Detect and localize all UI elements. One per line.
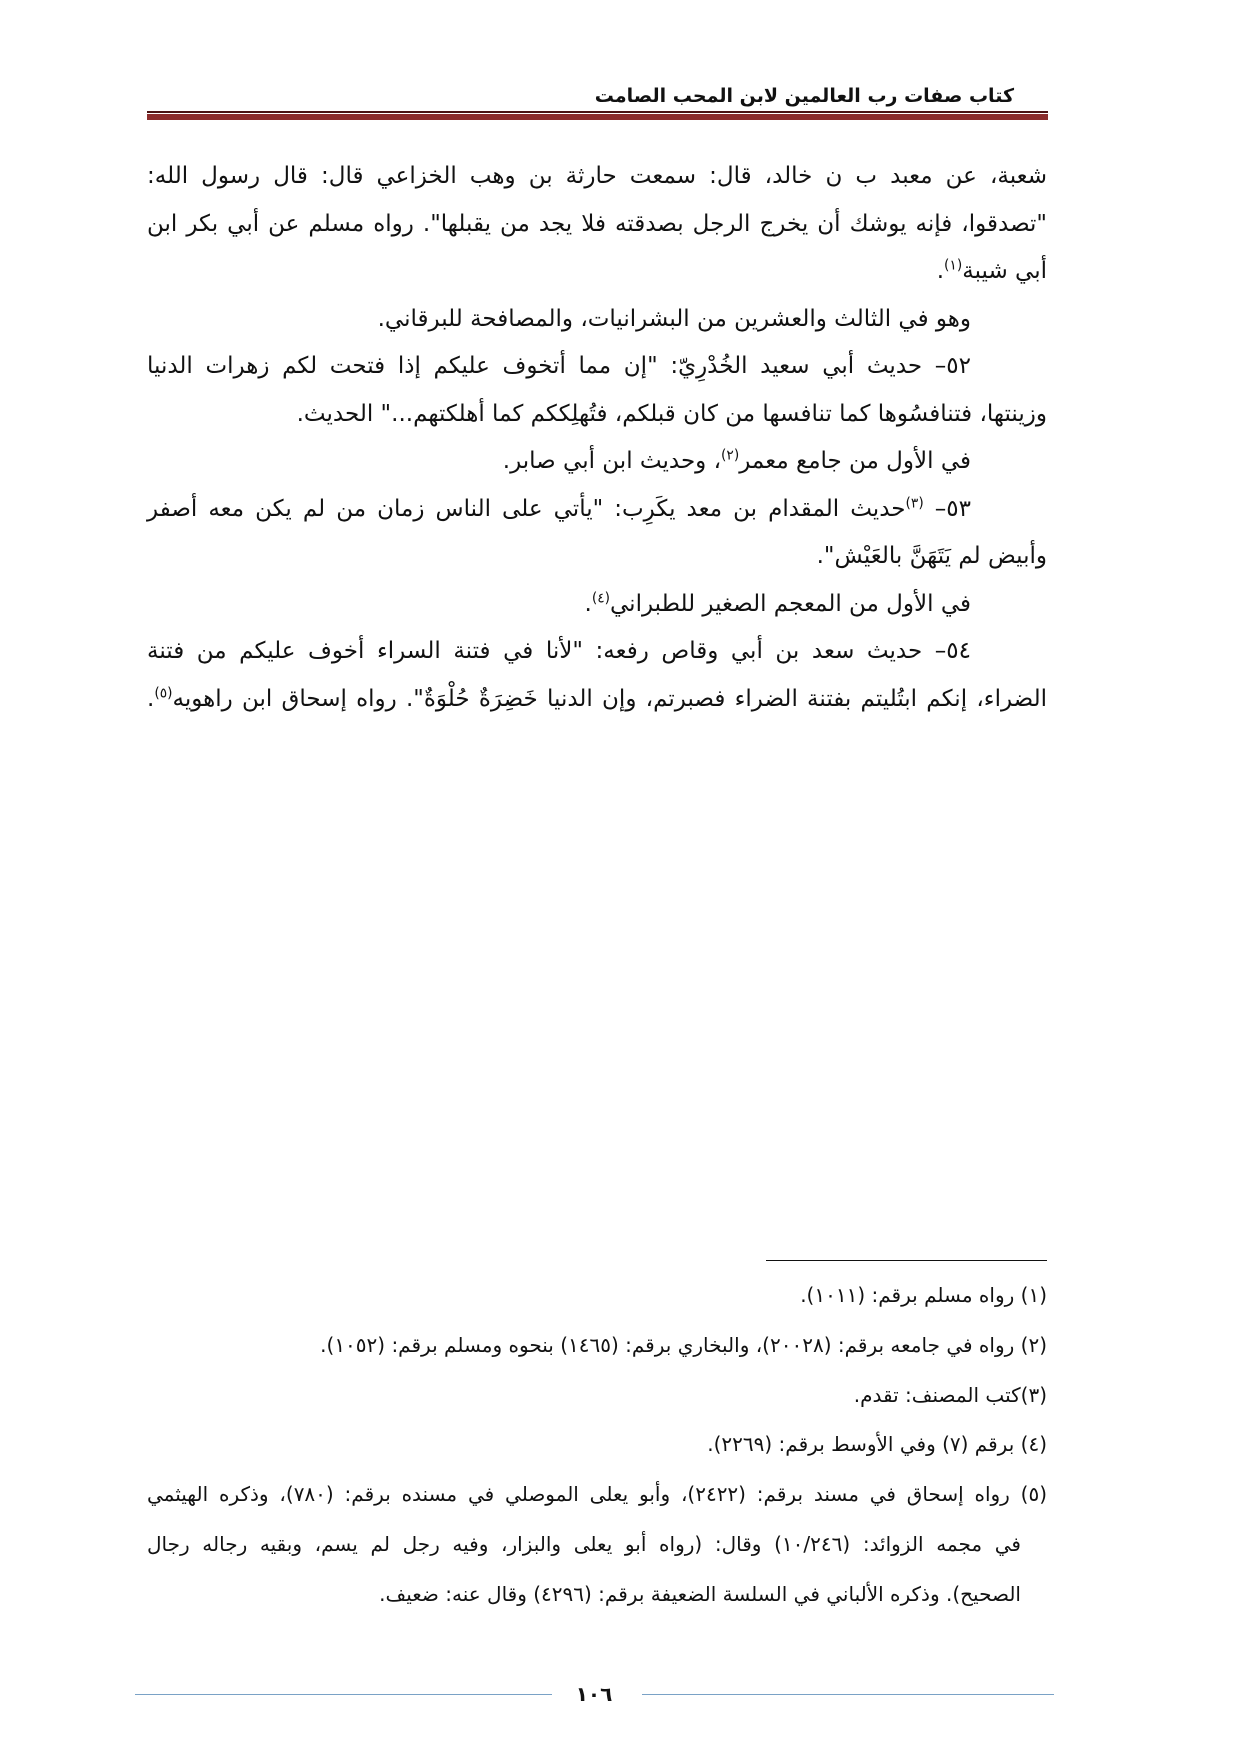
header-rule-thin: [147, 111, 1048, 113]
line-text: ٥٤– حديث سعد بن أبي وقاص رفعه: "لأنا في فتنة السراء أخوف عليكم من فتنة: [147, 638, 971, 664]
footnote-line: (١) رواه مسلم برقم: (١٠١١).: [800, 1283, 1047, 1307]
line-text: في الأول من جامع معمر: [739, 448, 971, 474]
footnote-marker: (٥): [154, 685, 173, 702]
footnote-line: (٤) برقم (٧) وفي الأوسط برقم: (٢٢٦٩).: [707, 1432, 1047, 1457]
footnote-line: (٥) رواه إسحاق في مسند برقم: (٢٤٢٢)، وأبو يعلى الموصلي في مسنده برقم: (٧٨٠)، وذكره الهيثمي: [147, 1482, 1048, 1507]
text-line: [147, 581, 1047, 629]
footnote-separator: [766, 1260, 1047, 1261]
line-text: أبي شيبة: [962, 258, 1047, 284]
line-text: وأبيض لم يَتَهَنَّ بالعَيْش".: [816, 543, 1047, 569]
footnote-line: الصحيح). وذكره الألباني في السلسة الضعيفة برقم: (٤٢٩٦) وقال عنه: ضعيف.: [379, 1581, 1021, 1606]
text-line: [147, 628, 1047, 676]
footnote-marker: (٤): [591, 590, 611, 607]
line-text: وزينتها، فتنافسُوها كما تنافسها من كان قبلكم، فتُهلِككم كما أهلكتهم..." الحديث.: [296, 400, 1047, 427]
text-line: [147, 676, 1047, 724]
footnote-line: (٣)كتب المصنف: تقدم.: [853, 1382, 1047, 1407]
footnote-line: (٢) رواه في جامعه برقم: (٢٠٠٢٨)، والبخاري برقم: (١٤٦٥) بنحوه ومسلم برقم: (١٠٥٢).: [320, 1332, 1047, 1357]
text-line: [147, 153, 1047, 201]
footnote-marker: (٢): [721, 447, 740, 464]
footnote-line: في مجمه الزوائد: (١٠/٢٤٦) وقال: (رواه أبو يعلى والبزار، وفيه رجل لم يسم، وبقيه رجاله رجال: [147, 1531, 1021, 1556]
line-text: ٥٢– حديث أبي سعيد الخُدْرِيّ: "إن مما أتخوف عليكم إذا فتحت لكم زهرات الدنيا: [147, 353, 971, 379]
body-text: [147, 153, 1047, 723]
text-line: [147, 296, 1047, 344]
text-line: [147, 343, 1047, 391]
line-text: وهو في الثالث والعشرين من البشرانيات، والمصافحة للبرقاني.: [377, 305, 971, 332]
line-text: حديث المقدام بن معد يكَرِب: "يأتي على الناس زمان من لم يكن معه أصفر: [147, 495, 906, 522]
line-text: ٥٣–: [923, 495, 972, 522]
text-line: [147, 533, 1047, 581]
footnotes: [147, 1271, 1047, 1620]
text-line: [147, 438, 1047, 486]
line-text: .: [584, 590, 592, 617]
running-header-title: كتاب صفات رب العالمين لابن المحب الصامت: [594, 85, 1014, 107]
footnote-marker: (١): [944, 257, 963, 274]
page-rule-left: [135, 1694, 552, 1695]
line-text: في الأول من المعجم الصغير للطبراني: [610, 590, 971, 617]
footnote-marker: (٣): [905, 495, 924, 512]
text-line: [147, 201, 1047, 249]
text-line: [147, 248, 1047, 296]
line-text: .: [147, 685, 155, 712]
line-text: شعبة، عن معبد ب ن خالد، قال: سمعت حارثة بن وهب الخزاعي قال: قال رسول الله:: [147, 163, 1047, 189]
text-line: [147, 486, 1047, 534]
line-text: ، وحديث ابن أبي صابر.: [502, 448, 722, 474]
header-rule-thick: [147, 114, 1048, 120]
line-text: "تصدقوا، فإنه يوشك أن يخرج الرجل بصدقته فلا يجد من يقبلها". رواه مسلم عن أبي بكر ابن: [147, 210, 1047, 237]
line-text: الضراء، إنكم ابتُليتم بفتنة الضراء فصبرتم، وإن الدنيا خَضِرَةٌ حُلْوَةٌ". رواه إسحاق ابن راهويه: [172, 685, 1047, 712]
text-line: [147, 391, 1047, 439]
page-number: ١٠٦: [575, 1682, 613, 1706]
page-rule-right: [642, 1694, 1054, 1695]
line-text: .: [936, 258, 945, 284]
